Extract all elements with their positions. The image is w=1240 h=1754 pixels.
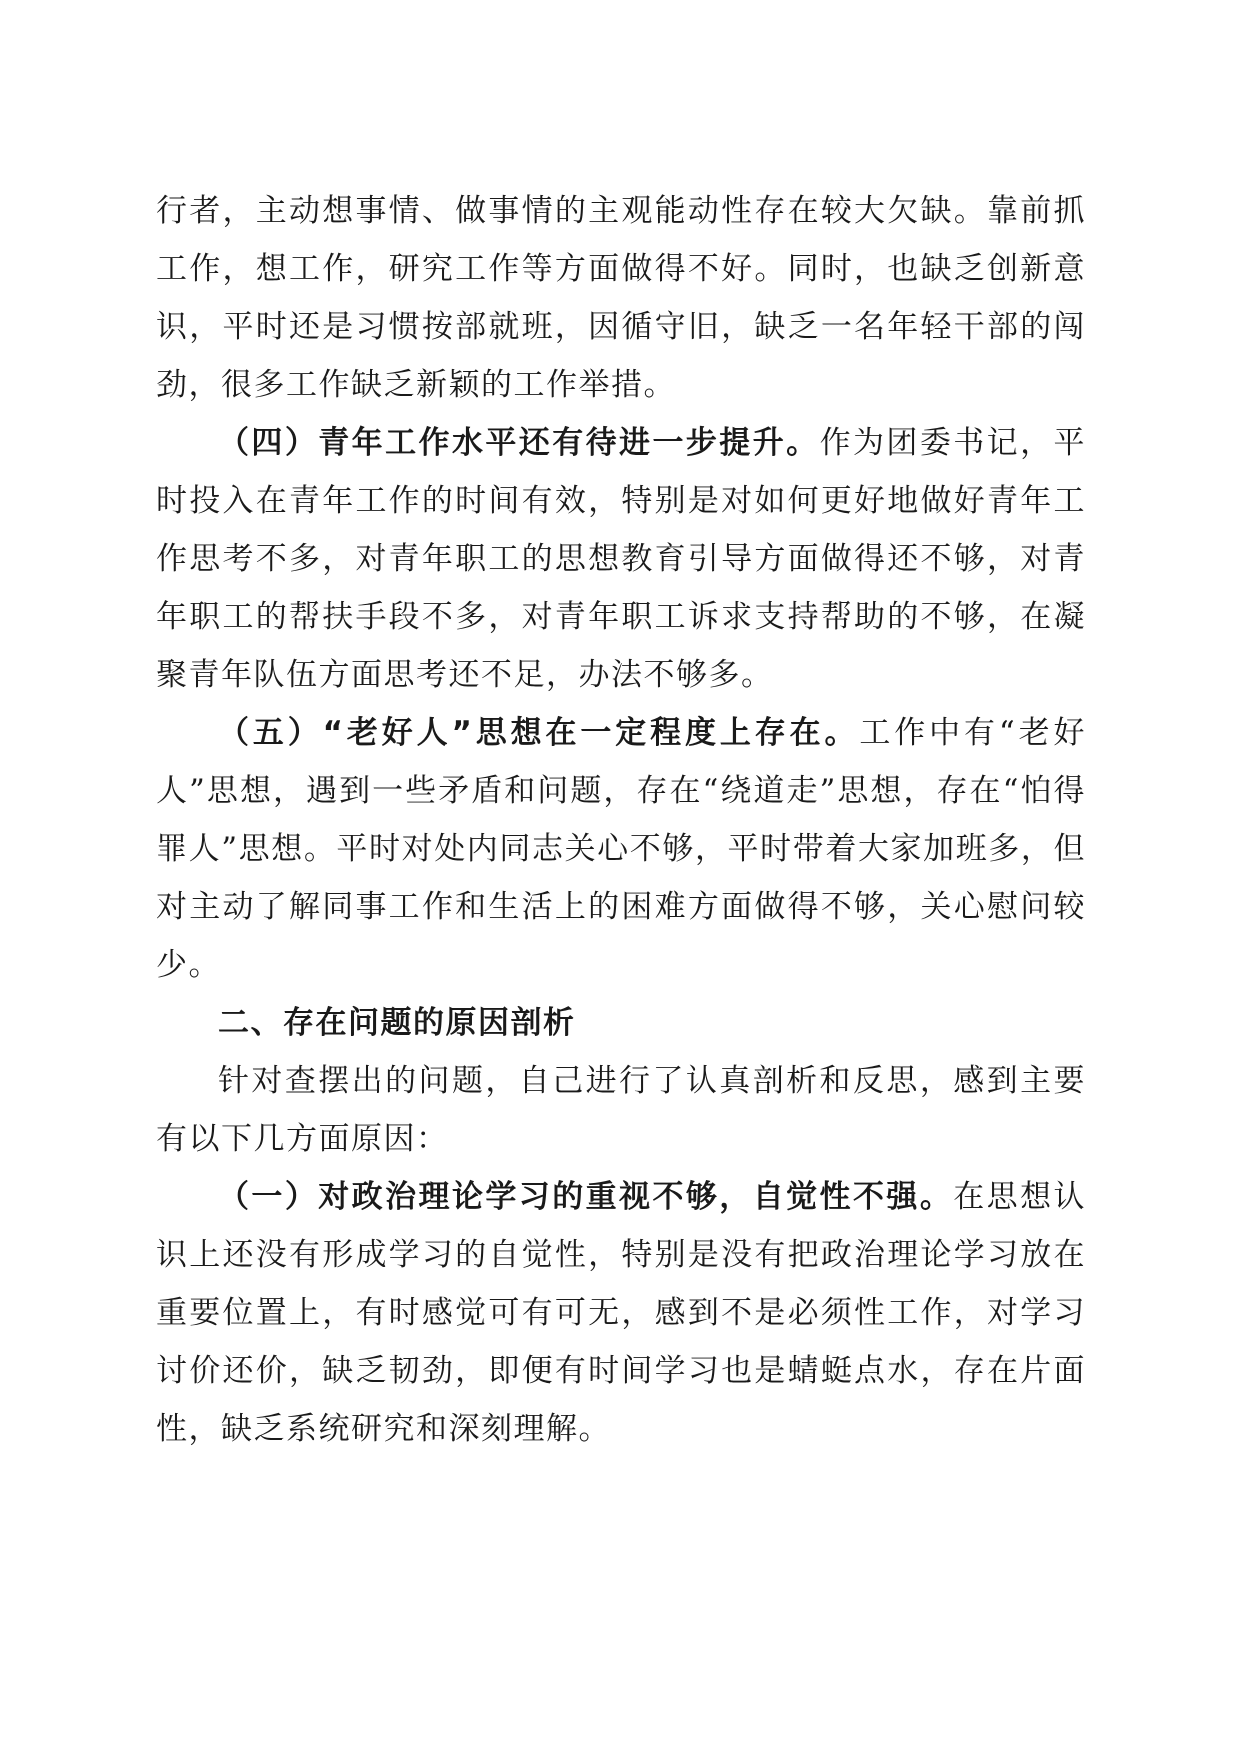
section-heading: 二、存在问题的原因剖析 — [218, 1005, 576, 1041]
paragraph-youth-work — [156, 414, 1086, 704]
paragraph-text: 行者，主动想事情、做事情的主观能动性存在较大欠缺。靠前抓工作，想工作，研究工作等方面做得不好。同时，也缺乏创新意识，平时还是习惯按部就班，因循守旧，缺乏一名年轻干部的闯劲，很多工作缺乏新颖的工作举措。 — [156, 193, 1086, 403]
paragraph-lead: （五）“老好人”思想在一定程度上存在。 — [218, 715, 860, 751]
paragraph-cause-1 — [156, 1168, 1086, 1458]
paragraph-lead: （一）对政治理论学习的重视不够，自觉性不强。 — [218, 1179, 954, 1215]
paragraph-text: 在思想认识上还没有形成学习的自觉性，特别是没有把政治理论学习放在重要位置上，有时感觉可有可无，感到不是必须性工作，对学习讨价还价，缺乏韧劲，即便有时间学习也是蜻蜓点水，存在片面性，缺乏系统研究和深刻理解。 — [156, 1179, 1087, 1447]
paragraph-good-person — [156, 704, 1086, 994]
paragraph-lead: （四）青年工作水平还有待进一步提升。 — [218, 425, 820, 461]
paragraph-continuation — [156, 182, 1086, 414]
paragraph-text: 工作中有“老好人”思想，遇到一些矛盾和问题，存在“绕道走”思想，存在“怕得罪人”思想。平时对处内同志关心不够，平时带着大家加班多，但对主动了解同事工作和生活上的困难方面做得不够，关心慰问较少。 — [156, 715, 1086, 983]
paragraph-intro: 针对查摆出的问题，自己进行了认真剖析和反思，感到主要有以下几方面原因： — [156, 1063, 1086, 1157]
paragraph-text: 作为团委书记，平时投入在青年工作的时间有效，特别是对如何更好地做好青年工作思考不多，对青年职工的思想教育引导方面做得还不够，对青年职工的帮扶手段不多，对青年职工诉求支持帮助的不够，在凝聚青年队伍方面思考还不足，办法不够多。 — [156, 425, 1087, 693]
document-body — [156, 182, 1086, 1458]
